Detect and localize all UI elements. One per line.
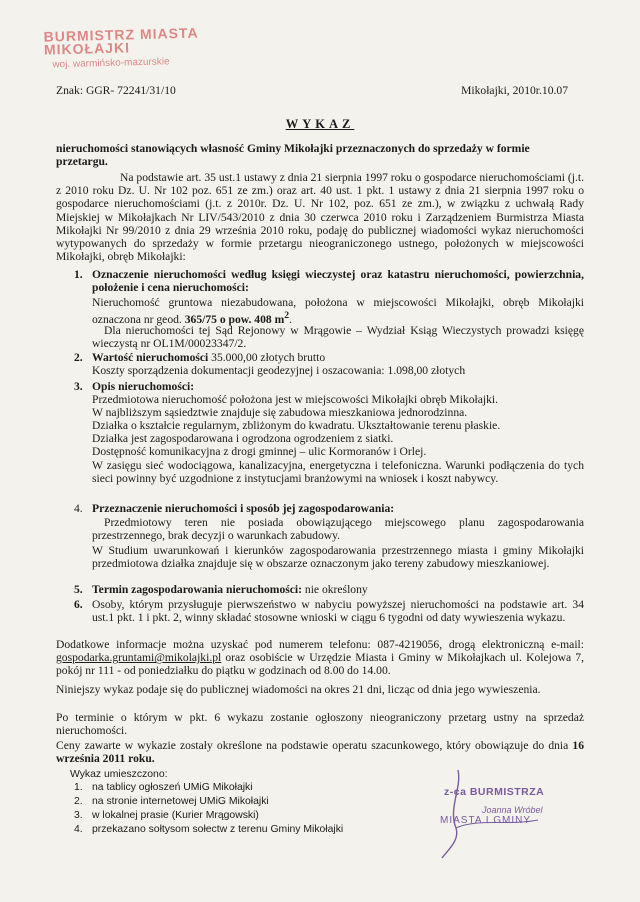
posted-item-number: 3. [74, 810, 83, 821]
publication-notice: Niniejszy wykaz podaje się do publicznej wiadomości na okres 21 dni, licząc od dnia jego wywieszenia. [56, 683, 541, 696]
section-1-number: 1. [74, 268, 83, 281]
contact-address: oraz osobiście w Urzędzie Miasta i Gminy w Mikołajkach ul. Kolejowa 7, pokój nr 111 - od poniedziałku do piątku w godzinach od 8.00 do 14.00. [56, 651, 584, 678]
section-4-number: 4. [74, 502, 83, 515]
section-3-line: Działka o kształcie regularnym, zbliżonym do kwadratu. Ukształtowanie terenu płaskie. [92, 419, 501, 432]
section-2-line [92, 351, 584, 364]
posted-item: w lokalnej prasie (Kurier Mrągowski) [92, 810, 259, 821]
section-2-costs: Koszty sporządzenia dokumentacji geodezyjnej i oszacowania: 1.098,00 złotych [92, 364, 466, 377]
section-4-study: W Studium uwarunkowań i kierunków zagospodarowania przestrzennego miasta i gminy Mikołajki przedmiotowa działka znajduje się w obszarze oznaczonym jako tereny zabudowy mieszkaniowej. [92, 544, 584, 571]
section-4-heading: Przeznaczenie nieruchomości i sposób jej zagospodarowania: [92, 502, 395, 515]
intro-paragraph: Na podstawie art. 35 ust.1 ustawy z dnia 21 sierpnia 1997 roku o gospodarce nieruchomościami (j.t. z 2010 roku Dz. U. Nr 102 poz. 651 ze zm.) oraz art. 40 ust. 1 pkt. 1 ustawy z dnia 21 sierpnia 1997 roku o gospodarce nieruchomościami (j.t. z 2010r. Dz. U. Nr 102, poz. 651 ze zm.), w związku z uchwałą Rady Miejskiej w Mikołajkach Nr LIV/543/2010 z dnia 30 czerwca 2010 roku i Zarządzeniem Burmistrza Miasta Mikołajki Nr 99/2010 z dnia 29 września 2010 roku, podaję do publicznej wiadomości wykaz nieruchomości wytypowanych do sprzedaży w formie przetargu nieograniczonego ustnego, położonych w miejscowości Mikołajki, obręb Mikołajki: [56, 171, 584, 264]
area-unit-exponent: 2 [284, 310, 290, 322]
document-reference: Znak: GGR- 72241/31/10 [56, 84, 176, 97]
section-1-land-register: Dla nieruchomości tej Sąd Rejonowy w Mrągowie – Wydział Ksiąg Wieczystych prowadzi księgę wieczystą nr OL1M/00023347/2. [92, 324, 584, 351]
office-stamp [43, 25, 244, 72]
parcel-end: . [289, 313, 292, 327]
place-date: Mikołajki, 2010r.10.07 [461, 84, 568, 97]
price-notice [56, 739, 584, 765]
tender-notice: Po terminie o którym w pkt. 6 wykazu zostanie ogłoszony nieograniczony przetarg ustny na sprzedaż nieruchomości. [56, 711, 584, 738]
posted-item-number: 1. [74, 782, 83, 793]
section-1-heading: Oznaczenie nieruchomości według księgi wieczystej oraz katastru nieruchomości, powierzchnia, położenie i cena nieruchomości: [92, 268, 584, 295]
price-text: Ceny zawarte w wykazie zostały określone na podstawie operatu szacunkowego, który obowiązuje do dnia [56, 739, 573, 752]
section-6-number: 6. [74, 598, 83, 611]
section-5-number: 5. [74, 583, 83, 596]
section-1-parcel [92, 296, 584, 326]
section-5-heading: Termin zagospodarowania nieruchomości: [92, 583, 302, 596]
section-5-line [92, 583, 584, 596]
signature-line-1: z-ca BURMISTRZA [444, 786, 545, 798]
property-value: 35.000,00 złotych brutto [211, 351, 326, 364]
section-3-line: Dostępność komunikacyjna z drogi gminnej – ulic Kormoranów i Orlej. [92, 445, 427, 458]
posted-label: Wykaz umieszczono: [70, 769, 168, 780]
section-3-utilities: W zasięgu sieć wodociągowa, kanalizacyjna, energetyczna i telefoniczna. Warunki podłączenia do tych sieci powinny być uzgodnione z instytucjami branżowymi na wniosek i koszt nabywcy. [92, 459, 584, 486]
posted-item: na stronie internetowej UMiG Mikołajki [92, 796, 269, 807]
section-5-value: nie określony [304, 583, 368, 596]
posted-item-number: 4. [74, 824, 83, 835]
document-subtitle: nieruchomości stanowiących własność Gminy Mikołajki przeznaczonych do sprzedaży w formie przetargu. [56, 142, 530, 169]
posted-item-number: 2. [74, 796, 83, 807]
contact-text: Dodatkowe informacje można uzyskać pod numerem telefonu: 087-4219056, drogą elektroniczną e-mail: [56, 638, 584, 651]
parcel-number: 365/75 o pow. 408 m [184, 313, 285, 327]
section-4-plan: Przedmiotowy teren nie posiada obowiązującego miejscowego planu zagospodarowania przestrzennego, brak decyzji o warunkach zabudowy. [92, 516, 584, 543]
price-valid-date: 16 września 2011 roku. [56, 739, 584, 766]
section-3-line: Działka jest zagospodarowana i ogrodzona ogrodzeniem z siatki. [92, 432, 394, 445]
posted-item: na tablicy ogłoszeń UMiG Mikołajki [92, 782, 253, 793]
signature-stamp [418, 768, 618, 863]
section-3-line: Przedmiotowa nieruchomość położona jest w miejscowości Mikołajki obręb Mikołajki. [92, 393, 499, 406]
signature-line-3: MIASTA I GMINY [440, 815, 532, 826]
section-3-heading: Opis nieruchomości: [92, 380, 195, 393]
contact-info [56, 638, 584, 678]
section-3-line: W najbliższym sąsiedztwie znajduje się zabudowa mieszkaniowa jednorodzinna. [92, 406, 468, 419]
section-6-text: Osoby, którym przysługuje pierwszeństwo w nabyciu powyższej nieruchomości na podstawie art. 34 ust.1 pkt. 1 i pkt. 2, winny składać stosowne wnioski w ciągu 6 tygodni od daty wywieszenia wykazu. [92, 598, 584, 625]
document-title: WYKAZ [285, 117, 355, 131]
section-2-number: 2. [74, 351, 83, 364]
stamp-line-1: BURMISTRZ MIASTA MIKOŁAJKI [43, 24, 199, 58]
parcel-text: Nieruchomość gruntowa niezabudowana, położona w miejscowości Mikołajki, obręb Mikołajki oznaczona nr geod. [92, 296, 584, 327]
signature-line-2: Joanna Wróbel [482, 805, 543, 815]
stamp-line-2: woj. warmińsko-mazurskie [52, 56, 170, 71]
posted-item: przekazano sołtysom sołectw z terenu Gminy Mikołajki [92, 824, 344, 835]
section-3-number: 3. [74, 380, 83, 393]
section-2-heading: Wartość nieruchomości [92, 351, 209, 364]
email-link[interactable]: gospodarka.gruntami@mikolajki.pl [56, 651, 222, 665]
